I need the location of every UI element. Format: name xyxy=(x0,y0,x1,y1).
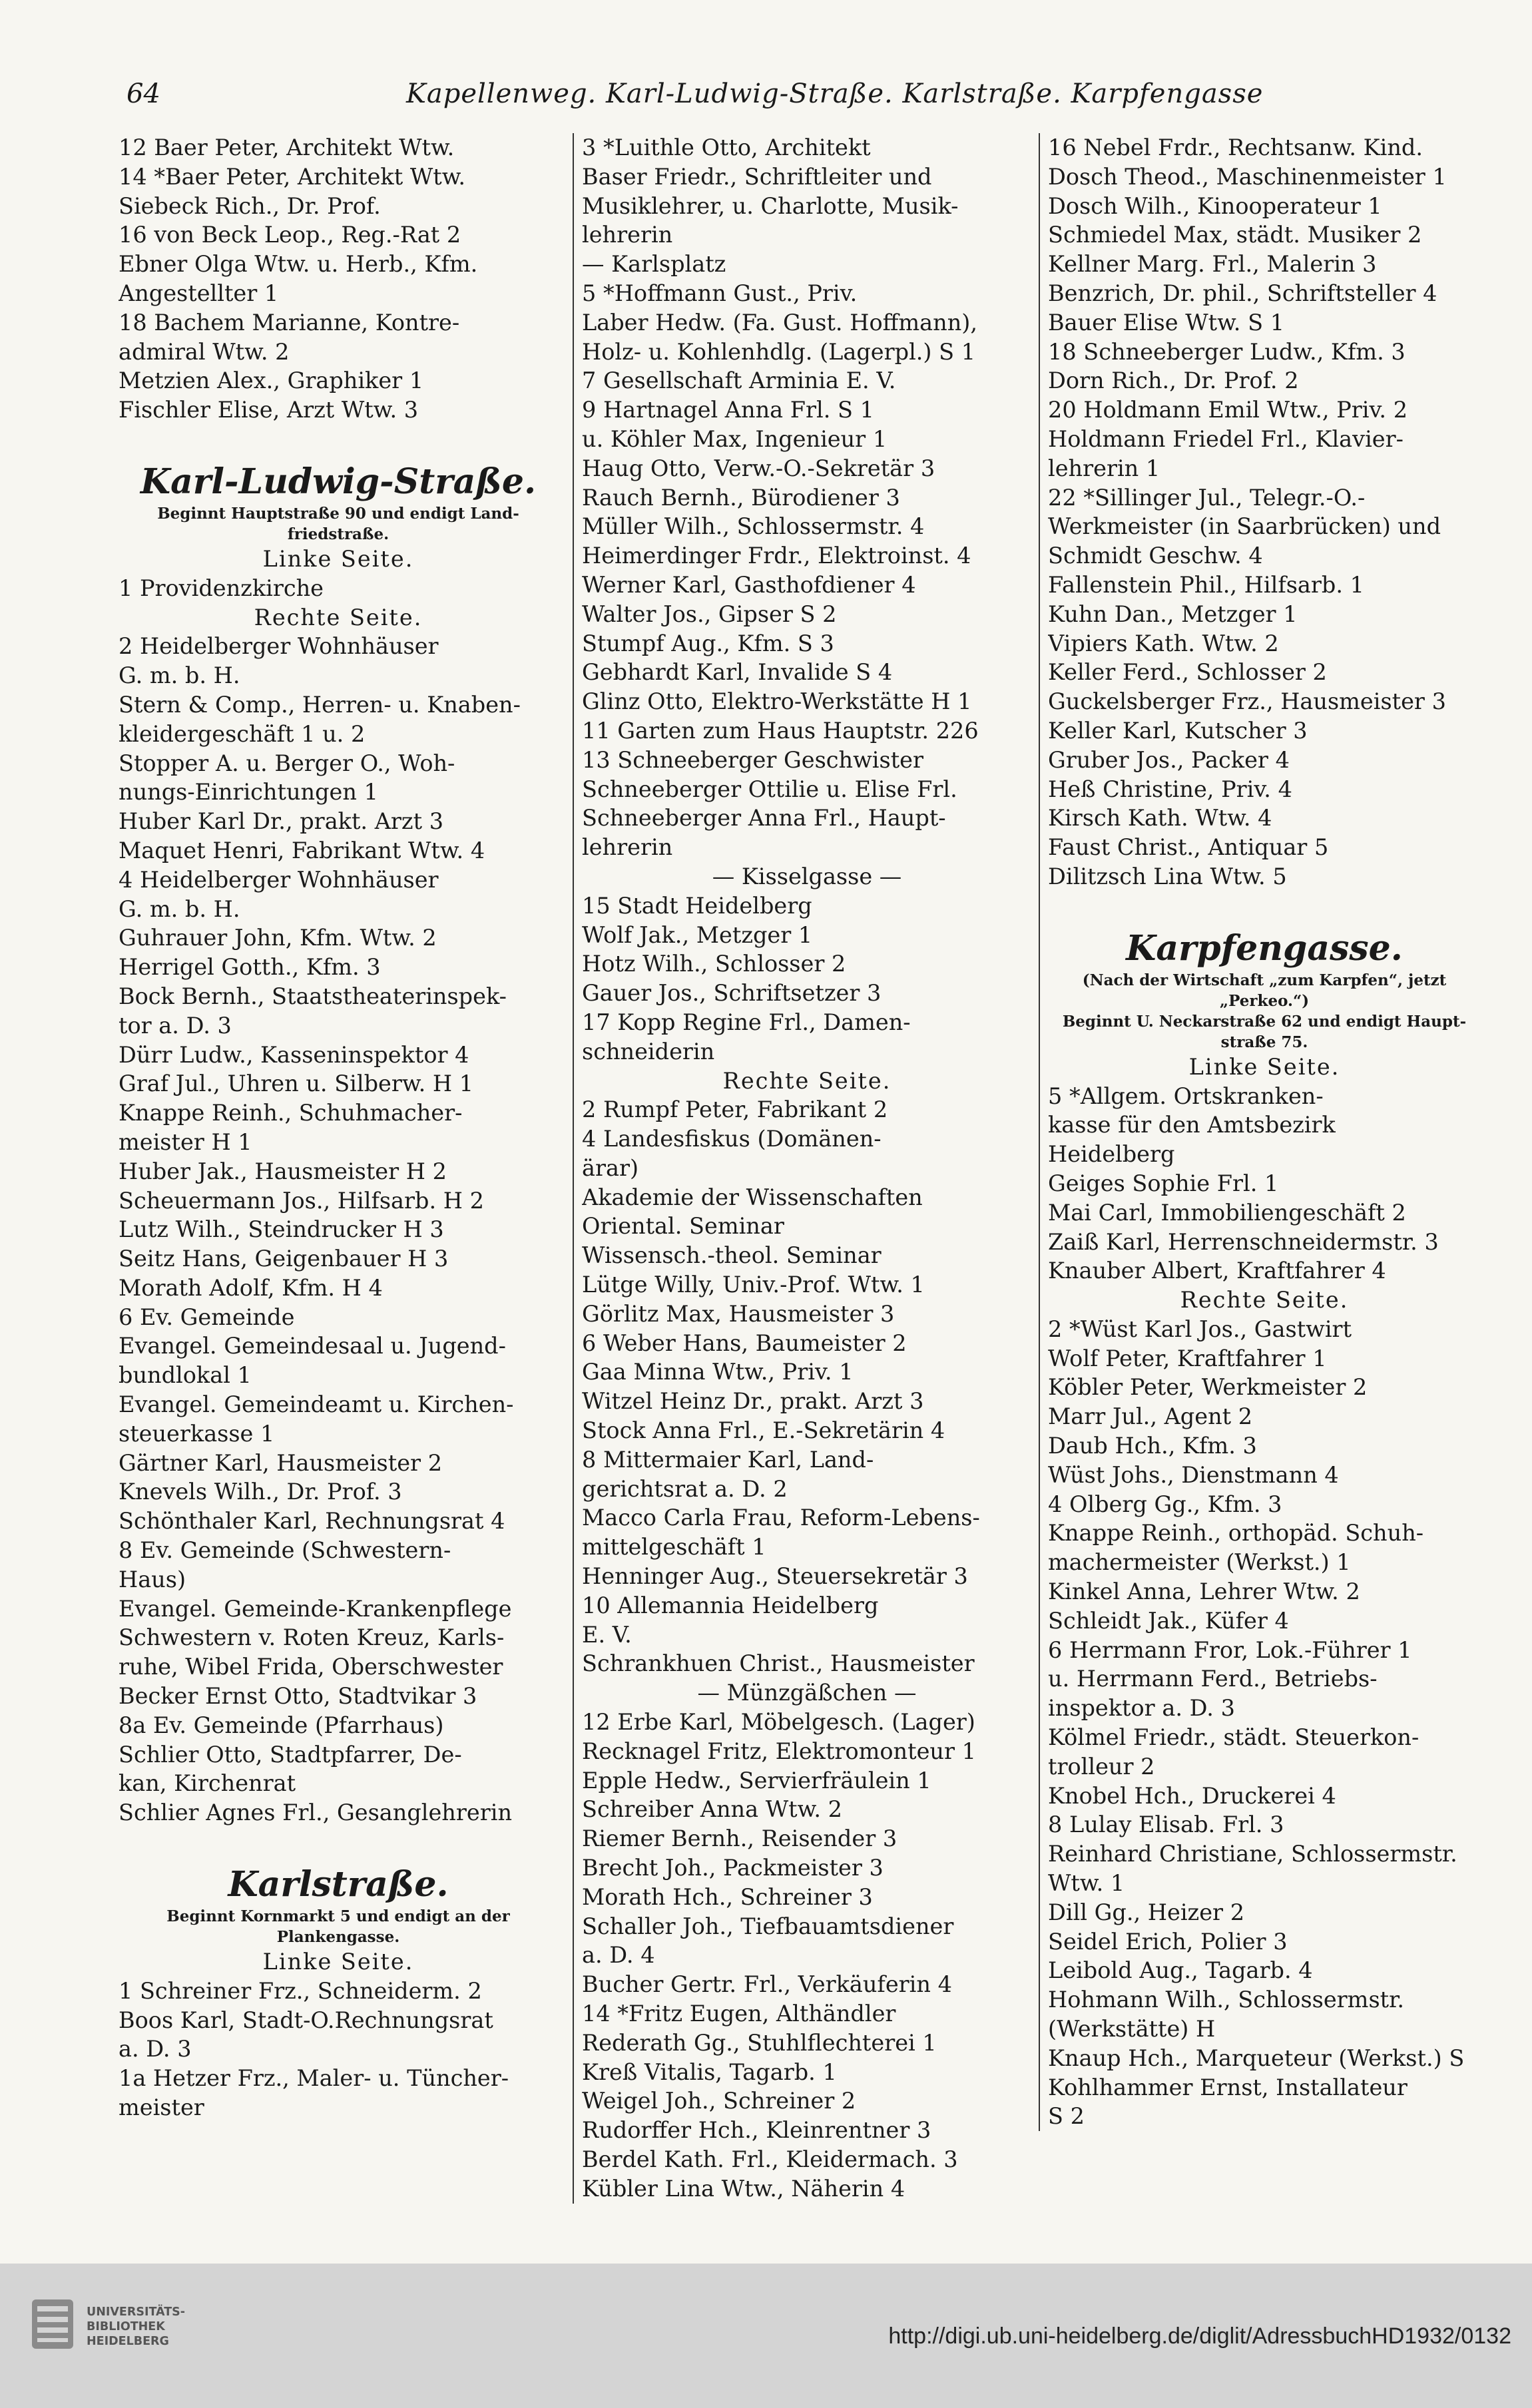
address-entry: 12 Erbe Karl, Möbelgesch. (Lager) xyxy=(582,1709,975,1736)
address-entry: 2 *Wüst Karl Jos., Gastwirt xyxy=(1048,1316,1352,1342)
address-entry: Schlier Agnes Frl., Gesanglehrerin xyxy=(119,1800,513,1826)
address-entry: Müller Wilh., Schlossermstr. 4 xyxy=(582,513,925,540)
address-entry: 10 Allemannia Heidelberg xyxy=(582,1592,879,1618)
address-entry: Vipiers Kath. Wtw. 2 xyxy=(1048,630,1279,656)
address-entry: Guhrauer John, Kfm. Wtw. 2 xyxy=(119,925,437,951)
address-entry: Bucher Gertr. Frl., Verkäuferin 4 xyxy=(582,1971,952,1998)
address-entry: Kreß Vitalis, Tagarb. 1 xyxy=(582,2058,837,2085)
address-entry: Boos Karl, Stadt-O.Rechnungsrat xyxy=(119,2007,493,2033)
address-entry: Stopper A. u. Berger O., Woh- xyxy=(119,750,455,776)
address-entry: Gruber Jos., Packer 4 xyxy=(1048,746,1290,773)
address-entry: G. m. b. H. xyxy=(119,895,240,922)
address-entry: ärar) xyxy=(582,1154,639,1181)
address-entry: 6 Herrmann Fror, Lok.-Führer 1 xyxy=(1048,1636,1412,1663)
address-entry: 2 Heidelberger Wohnhäuser xyxy=(119,633,439,660)
address-entry: Dosch Wilh., Kinooperateur 1 xyxy=(1048,192,1382,219)
address-entry: Fallenstein Phil., Hilfsarb. 1 xyxy=(1048,571,1364,598)
street-description: friedstraße. xyxy=(287,525,389,543)
street-description: Beginnt Hauptstraße 90 und endigt Land- xyxy=(157,504,519,523)
footer-bar xyxy=(0,2264,1532,2408)
address-entry: Dürr Ludw., Kasseninspektor 4 xyxy=(119,1041,469,1068)
address-entry: S 2 xyxy=(1048,2103,1085,2130)
page-header xyxy=(120,73,1445,120)
street-description: straße 75. xyxy=(1220,1033,1308,1051)
address-entry: Benzrich, Dr. phil., Schriftsteller 4 xyxy=(1048,280,1437,306)
address-entry: Geiges Sophie Frl. 1 xyxy=(1048,1170,1279,1196)
address-entry: 4 Heidelberger Wohnhäuser xyxy=(119,866,439,893)
logo-line-2: BIBLIOTHEK xyxy=(87,2320,165,2333)
address-entry: 16 Nebel Frdr., Rechtsanw. Kind. xyxy=(1048,134,1423,160)
address-entry: Knobel Hch., Druckerei 4 xyxy=(1048,1782,1336,1809)
address-entry: mittelgeschäft 1 xyxy=(582,1534,766,1561)
address-entry: Schmiedel Max, städt. Musiker 2 xyxy=(1048,222,1422,248)
side-label: Linke Seite. xyxy=(262,545,414,572)
address-entry: Graf Jul., Uhren u. Silberw. H 1 xyxy=(119,1071,474,1097)
address-entry: 18 Schneeberger Ludw., Kfm. 3 xyxy=(1048,338,1405,365)
side-label: Rechte Seite. xyxy=(254,604,423,630)
street-description: (Nach der Wirtschaft „zum Karpfen“, jetzt xyxy=(1082,971,1447,989)
address-entry: Schleidt Jak., Küfer 4 xyxy=(1048,1607,1289,1634)
address-entry: bundlokal 1 xyxy=(119,1362,252,1389)
address-entry: Schneeberger Anna Frl., Haupt- xyxy=(582,805,946,832)
side-label: Linke Seite. xyxy=(1188,1053,1340,1080)
running-title: Kapellenweg. Karl-Ludwig-Straße. Karlstraße. Karpfengasse xyxy=(406,79,1264,109)
address-entry: 8a Ev. Gemeinde (Pfarrhaus) xyxy=(119,1712,444,1738)
side-label: Rechte Seite. xyxy=(722,1067,892,1094)
address-entry: Knappe Reinh., orthopäd. Schuh- xyxy=(1048,1520,1424,1547)
address-entry: Hohmann Wilh., Schlossermstr. xyxy=(1048,1987,1405,2013)
address-entry: Wissensch.-theol. Seminar xyxy=(582,1242,882,1269)
column-right xyxy=(1039,133,1481,2131)
address-entry: Herrigel Gotth., Kfm. 3 xyxy=(119,954,381,981)
address-entry: Glinz Otto, Elektro-Werkstätte H 1 xyxy=(582,688,972,715)
address-entry: Angestellter 1 xyxy=(119,280,279,306)
address-entry: Daub Hch., Kfm. 3 xyxy=(1048,1433,1257,1459)
address-entry: 1a Hetzer Frz., Maler- u. Tüncher- xyxy=(119,2065,509,2092)
address-entry: admiral Wtw. 2 xyxy=(119,338,290,365)
address-entry: Leibold Aug., Tagarb. 4 xyxy=(1048,1957,1313,1984)
address-entry: Wolf Peter, Kraftfahrer 1 xyxy=(1048,1345,1327,1371)
address-entry: Dill Gg., Heizer 2 xyxy=(1048,1899,1245,1925)
address-entry: Morath Hch., Schreiner 3 xyxy=(582,1883,873,1910)
address-entry: 17 Kopp Regine Frl., Damen- xyxy=(582,1009,911,1035)
university-library-seal-icon xyxy=(29,2297,76,2351)
address-entry: Keller Karl, Kutscher 3 xyxy=(1048,717,1308,744)
address-entry: Akademie der Wissenschaften xyxy=(582,1184,923,1210)
address-entry: 20 Holdmann Emil Wtw., Priv. 2 xyxy=(1048,397,1408,423)
address-entry: Fischler Elise, Arzt Wtw. 3 xyxy=(119,397,419,423)
column-middle xyxy=(573,133,1032,2204)
page-number: 64 xyxy=(127,79,160,109)
side-label: Linke Seite. xyxy=(262,1949,414,1975)
address-entry: Schwestern v. Roten Kreuz, Karls- xyxy=(119,1624,505,1651)
address-entry: 1 Schreiner Frz., Schneiderm. 2 xyxy=(119,1977,482,2004)
spacer xyxy=(1048,891,1481,909)
address-entry: tor a. D. 3 xyxy=(119,1012,232,1039)
address-entry: Schrankhuen Christ., Hausmeister xyxy=(582,1650,975,1677)
address-entry: kleidergeschäft 1 u. 2 xyxy=(119,720,366,747)
address-entry: Weigel Joh., Schreiner 2 xyxy=(582,2088,856,2114)
address-entry: 14 *Fritz Eugen, Althändler xyxy=(582,2001,896,2027)
address-entry: Rudorffer Hch., Kleinrentner 3 xyxy=(582,2117,931,2144)
address-entry: Recknagel Fritz, Elektromonteur 1 xyxy=(582,1738,976,1764)
address-entry: Musiklehrer, u. Charlotte, Musik- xyxy=(582,192,959,219)
address-entry: Haug Otto, Verw.-O.-Sekretär 3 xyxy=(582,455,935,481)
address-entry: Gaa Minna Wtw., Priv. 1 xyxy=(582,1359,854,1385)
address-entry: Schaller Joh., Tiefbauamtsdiener xyxy=(582,1913,954,1939)
address-entry: 8 Lulay Elisab. Frl. 3 xyxy=(1048,1811,1284,1838)
address-entry: Walter Jos., Gipser S 2 xyxy=(582,601,837,627)
address-entry: Seidel Erich, Polier 3 xyxy=(1048,1928,1288,1955)
address-entry: Kirsch Kath. Wtw. 4 xyxy=(1048,805,1272,832)
address-entry: Lutz Wilh., Steindrucker H 3 xyxy=(119,1216,444,1243)
address-entry: G. m. b. H. xyxy=(119,662,240,689)
address-entry: 18 Bachem Marianne, Kontre- xyxy=(119,309,460,336)
address-entry: kan, Kirchenrat xyxy=(119,1770,296,1797)
address-entry: 8 Ev. Gemeinde (Schwestern- xyxy=(119,1537,451,1564)
address-entry: 2 Rumpf Peter, Fabrikant 2 xyxy=(582,1096,888,1123)
address-entry: Kinkel Anna, Lehrer Wtw. 2 xyxy=(1048,1578,1360,1605)
address-entry: meister H 1 xyxy=(119,1128,252,1155)
address-entry: Haus) xyxy=(119,1566,186,1592)
address-entry: 12 Baer Peter, Architekt Wtw. xyxy=(119,134,455,160)
address-entry: — Karlsplatz xyxy=(582,251,726,278)
address-entry: — Münzgäßchen — xyxy=(697,1680,917,1706)
address-entry: Knevels Wilh., Dr. Prof. 3 xyxy=(119,1479,402,1505)
address-entry: Baser Friedr., Schriftleiter und xyxy=(582,163,932,190)
address-entry: 9 Hartnagel Anna Frl. S 1 xyxy=(582,397,874,423)
address-entry: Gärtner Karl, Hausmeister 2 xyxy=(119,1449,443,1476)
address-entry: Wüst Johs., Dienstmann 4 xyxy=(1048,1461,1339,1488)
address-entry: trolleur 2 xyxy=(1048,1753,1155,1780)
address-entry: Heimerdinger Frdr., Elektroinst. 4 xyxy=(582,543,971,569)
street-heading: Karlstraße. xyxy=(228,1864,449,1905)
address-entry: E. V. xyxy=(582,1621,632,1648)
address-entry: Hotz Wilh., Schlosser 2 xyxy=(582,951,846,977)
address-entry: Schlier Otto, Stadtpfarrer, De- xyxy=(119,1741,462,1768)
address-entry: Kohlhammer Ernst, Installateur xyxy=(1048,2074,1407,2100)
address-entry: Dosch Theod., Maschinenmeister 1 xyxy=(1048,163,1447,190)
address-entry: u. Herrmann Ferd., Betriebs- xyxy=(1048,1666,1378,1692)
library-logo[interactable] xyxy=(29,2293,249,2379)
address-entry: steuerkasse 1 xyxy=(119,1420,275,1447)
address-entry: Maquet Henri, Fabrikant Wtw. 4 xyxy=(119,837,485,863)
logo-line-3: HEIDELBERG xyxy=(87,2335,169,2348)
address-entry: 16 von Beck Leop., Reg.-Rat 2 xyxy=(119,222,461,248)
address-entry: Henninger Aug., Steuersekretär 3 xyxy=(582,1563,968,1590)
address-entry: a. D. 4 xyxy=(582,1942,655,1969)
address-entry: Schmidt Geschw. 4 xyxy=(1048,543,1263,569)
column-left xyxy=(119,133,558,2122)
address-entry: 13 Schneeberger Geschwister xyxy=(582,746,924,773)
address-entry: Wolf Jak., Metzger 1 xyxy=(582,921,813,948)
address-entry: Werner Karl, Gasthofdiener 4 xyxy=(582,571,916,598)
address-entry: Zaiß Karl, Herrenschneidermstr. 3 xyxy=(1048,1228,1439,1255)
address-entry: Knaup Hch., Marqueteur (Werkst.) S xyxy=(1048,2045,1465,2071)
address-entry: Mai Carl, Immobiliengeschäft 2 xyxy=(1048,1199,1406,1226)
address-entry: Guckelsberger Frz., Hausmeister 3 xyxy=(1048,688,1446,715)
side-label: Rechte Seite. xyxy=(1180,1287,1349,1314)
address-entry: inspektor a. D. 3 xyxy=(1048,1695,1235,1722)
address-entry: Berdel Kath. Frl., Kleidermach. 3 xyxy=(582,2146,958,2172)
address-entry: Dilitzsch Lina Wtw. 5 xyxy=(1048,863,1287,889)
address-entry: ruhe, Wibel Frida, Oberschwester xyxy=(119,1654,503,1680)
address-entry: a. D. 3 xyxy=(119,2036,192,2062)
source-url-link[interactable]: http://digi.ub.uni-heidelberg.de/diglit/AdressbuchHD1932/0132 xyxy=(888,2323,1511,2349)
address-entry: Evangel. Gemeindeamt u. Kirchen- xyxy=(119,1391,514,1418)
street-heading: Karpfengasse. xyxy=(1126,927,1403,969)
address-entry: 22 *Sillinger Jul., Telegr.-O.- xyxy=(1048,484,1366,511)
address-entry: (Werkstätte) H xyxy=(1048,2016,1216,2043)
address-entry: Rauch Bernh., Bürodiener 3 xyxy=(582,484,900,511)
address-entry: Görlitz Max, Hausmeister 3 xyxy=(582,1300,895,1327)
address-entry: Rederath Gg., Stuhlflechterei 1 xyxy=(582,2029,937,2056)
address-entry: Marr Jul., Agent 2 xyxy=(1048,1403,1253,1430)
address-entry: Brecht Joh., Packmeister 3 xyxy=(582,1855,884,1881)
address-entry: Werkmeister (in Saarbrücken) und xyxy=(1048,513,1441,540)
address-entry: Metzien Alex., Graphiker 1 xyxy=(119,367,424,394)
address-entry: Heß Christine, Priv. 4 xyxy=(1048,776,1292,802)
address-entry: Witzel Heinz Dr., prakt. Arzt 3 xyxy=(582,1388,924,1415)
address-entry: Huber Jak., Hausmeister H 2 xyxy=(119,1158,447,1184)
address-entry: Holz- u. Kohlenhdlg. (Lagerpl.) S 1 xyxy=(582,338,976,365)
address-entry: Faust Christ., Antiquar 5 xyxy=(1048,834,1329,861)
address-entry: machermeister (Werkst.) 1 xyxy=(1048,1549,1351,1576)
address-entry: 6 Weber Hans, Baumeister 2 xyxy=(582,1329,907,1356)
address-entry: Wtw. 1 xyxy=(1048,1870,1125,1897)
address-entry: Siebeck Rich., Dr. Prof. xyxy=(119,192,381,219)
address-entry: 6 Ev. Gemeinde xyxy=(119,1304,295,1330)
address-entry: schneiderin xyxy=(582,1038,715,1065)
address-entry: Knappe Reinh., Schuhmacher- xyxy=(119,1100,463,1126)
address-entry: Heidelberg xyxy=(1048,1141,1175,1168)
address-entry: Evangel. Gemeinde-Krankenpflege xyxy=(119,1595,512,1622)
address-entry: Bock Bernh., Staatstheaterinspek- xyxy=(119,983,507,1009)
spacer xyxy=(119,1827,558,1845)
address-entry: Stock Anna Frl., E.-Sekretärin 4 xyxy=(582,1417,945,1444)
address-entry: 7 Gesellschaft Arminia E. V. xyxy=(582,367,896,394)
address-entry: — Kisselgasse — xyxy=(712,863,902,889)
address-entry: Gauer Jos., Schriftsetzer 3 xyxy=(582,980,882,1007)
address-entry: Oriental. Seminar xyxy=(582,1213,784,1240)
address-entry: Epple Hedw., Servierfräulein 1 xyxy=(582,1767,931,1794)
street-description: Plankengasse. xyxy=(276,1928,400,1947)
address-entry: Macco Carla Frau, Reform-Lebens- xyxy=(582,1505,980,1531)
address-entry: 8 Mittermaier Karl, Land- xyxy=(582,1446,874,1473)
address-entry: Köbler Peter, Werkmeister 2 xyxy=(1048,1374,1368,1401)
address-entry: Scheuermann Jos., Hilfsarb. H 2 xyxy=(119,1187,484,1214)
address-entry: Huber Karl Dr., prakt. Arzt 3 xyxy=(119,808,444,835)
address-entry: Seitz Hans, Geigenbauer H 3 xyxy=(119,1246,449,1272)
address-entry: meister xyxy=(119,2094,204,2121)
address-entry: Laber Hedw. (Fa. Gust. Hoffmann), xyxy=(582,309,978,336)
address-entry: Stumpf Aug., Kfm. S 3 xyxy=(582,630,834,656)
address-entry: lehrerin xyxy=(582,222,673,248)
address-entry: Holdmann Friedel Frl., Klavier- xyxy=(1048,425,1404,452)
address-entry: Kellner Marg. Frl., Malerin 3 xyxy=(1048,251,1377,278)
address-entry: Keller Ferd., Schlosser 2 xyxy=(1048,659,1327,686)
street-description: Beginnt Kornmarkt 5 und endigt an der xyxy=(166,1907,510,1926)
address-entry: Evangel. Gemeindesaal u. Jugend- xyxy=(119,1333,506,1359)
address-entry: Reinhard Christiane, Schlossermstr. xyxy=(1048,1841,1457,1867)
address-entry: Lütge Willy, Univ.-Prof. Wtw. 1 xyxy=(582,1272,925,1298)
address-entry: 1 Providenzkirche xyxy=(119,575,324,601)
address-entry: Kübler Lina Wtw., Näherin 4 xyxy=(582,2175,905,2202)
address-entry: Schneeberger Ottilie u. Elise Frl. xyxy=(582,776,957,802)
address-entry: Stern & Comp., Herren- u. Knaben- xyxy=(119,691,521,718)
address-entry: lehrerin 1 xyxy=(1048,455,1160,481)
address-entry: Knauber Albert, Kraftfahrer 4 xyxy=(1048,1258,1386,1284)
address-entry: Schreiber Anna Wtw. 2 xyxy=(582,1796,842,1823)
address-entry: kasse für den Amtsbezirk xyxy=(1048,1112,1336,1138)
address-entry: Ebner Olga Wtw. u. Herb., Kfm. xyxy=(119,251,478,278)
address-entry: Gebhardt Karl, Invalide S 4 xyxy=(582,659,893,686)
address-entry: Riemer Bernh., Reisender 3 xyxy=(582,1825,897,1852)
street-description: Beginnt U. Neckarstraße 62 und endigt Haupt- xyxy=(1062,1012,1467,1031)
logo-line-1: UNIVERSITÄTS- xyxy=(87,2305,186,2319)
address-entry: 14 *Baer Peter, Architekt Wtw. xyxy=(119,163,466,190)
address-entry: nungs-Einrichtungen 1 xyxy=(119,779,378,806)
street-description: „Perkeo.“) xyxy=(1219,991,1310,1010)
address-entry: 3 *Luithle Otto, Architekt xyxy=(582,134,871,160)
address-entry: Schönthaler Karl, Rechnungsrat 4 xyxy=(119,1508,505,1535)
address-entry: Kölmel Friedr., städt. Steuerkon- xyxy=(1048,1724,1419,1751)
spacer xyxy=(119,425,558,442)
address-entry: Dorn Rich., Dr. Prof. 2 xyxy=(1048,367,1299,394)
address-entry: 15 Stadt Heidelberg xyxy=(582,892,812,919)
address-entry: gerichtsrat a. D. 2 xyxy=(582,1475,788,1502)
address-entry: u. Köhler Max, Ingenieur 1 xyxy=(582,425,888,452)
address-entry: 5 *Hoffmann Gust., Priv. xyxy=(582,280,858,306)
address-entry: 5 *Allgem. Ortskranken- xyxy=(1048,1083,1324,1109)
address-entry: 11 Garten zum Haus Hauptstr. 226 xyxy=(582,717,979,744)
address-entry: Kuhn Dan., Metzger 1 xyxy=(1048,601,1298,627)
address-entry: Bauer Elise Wtw. S 1 xyxy=(1048,309,1285,336)
street-heading: Karl-Ludwig-Straße. xyxy=(140,461,537,502)
address-entry: Morath Adolf, Kfm. H 4 xyxy=(119,1274,383,1301)
address-entry: 4 Olberg Gg., Kfm. 3 xyxy=(1048,1491,1282,1517)
address-entry: 4 Landesfiskus (Domänen- xyxy=(582,1126,882,1152)
address-entry: lehrerin xyxy=(582,834,673,861)
address-entry: Becker Ernst Otto, Stadtvikar 3 xyxy=(119,1683,477,1710)
